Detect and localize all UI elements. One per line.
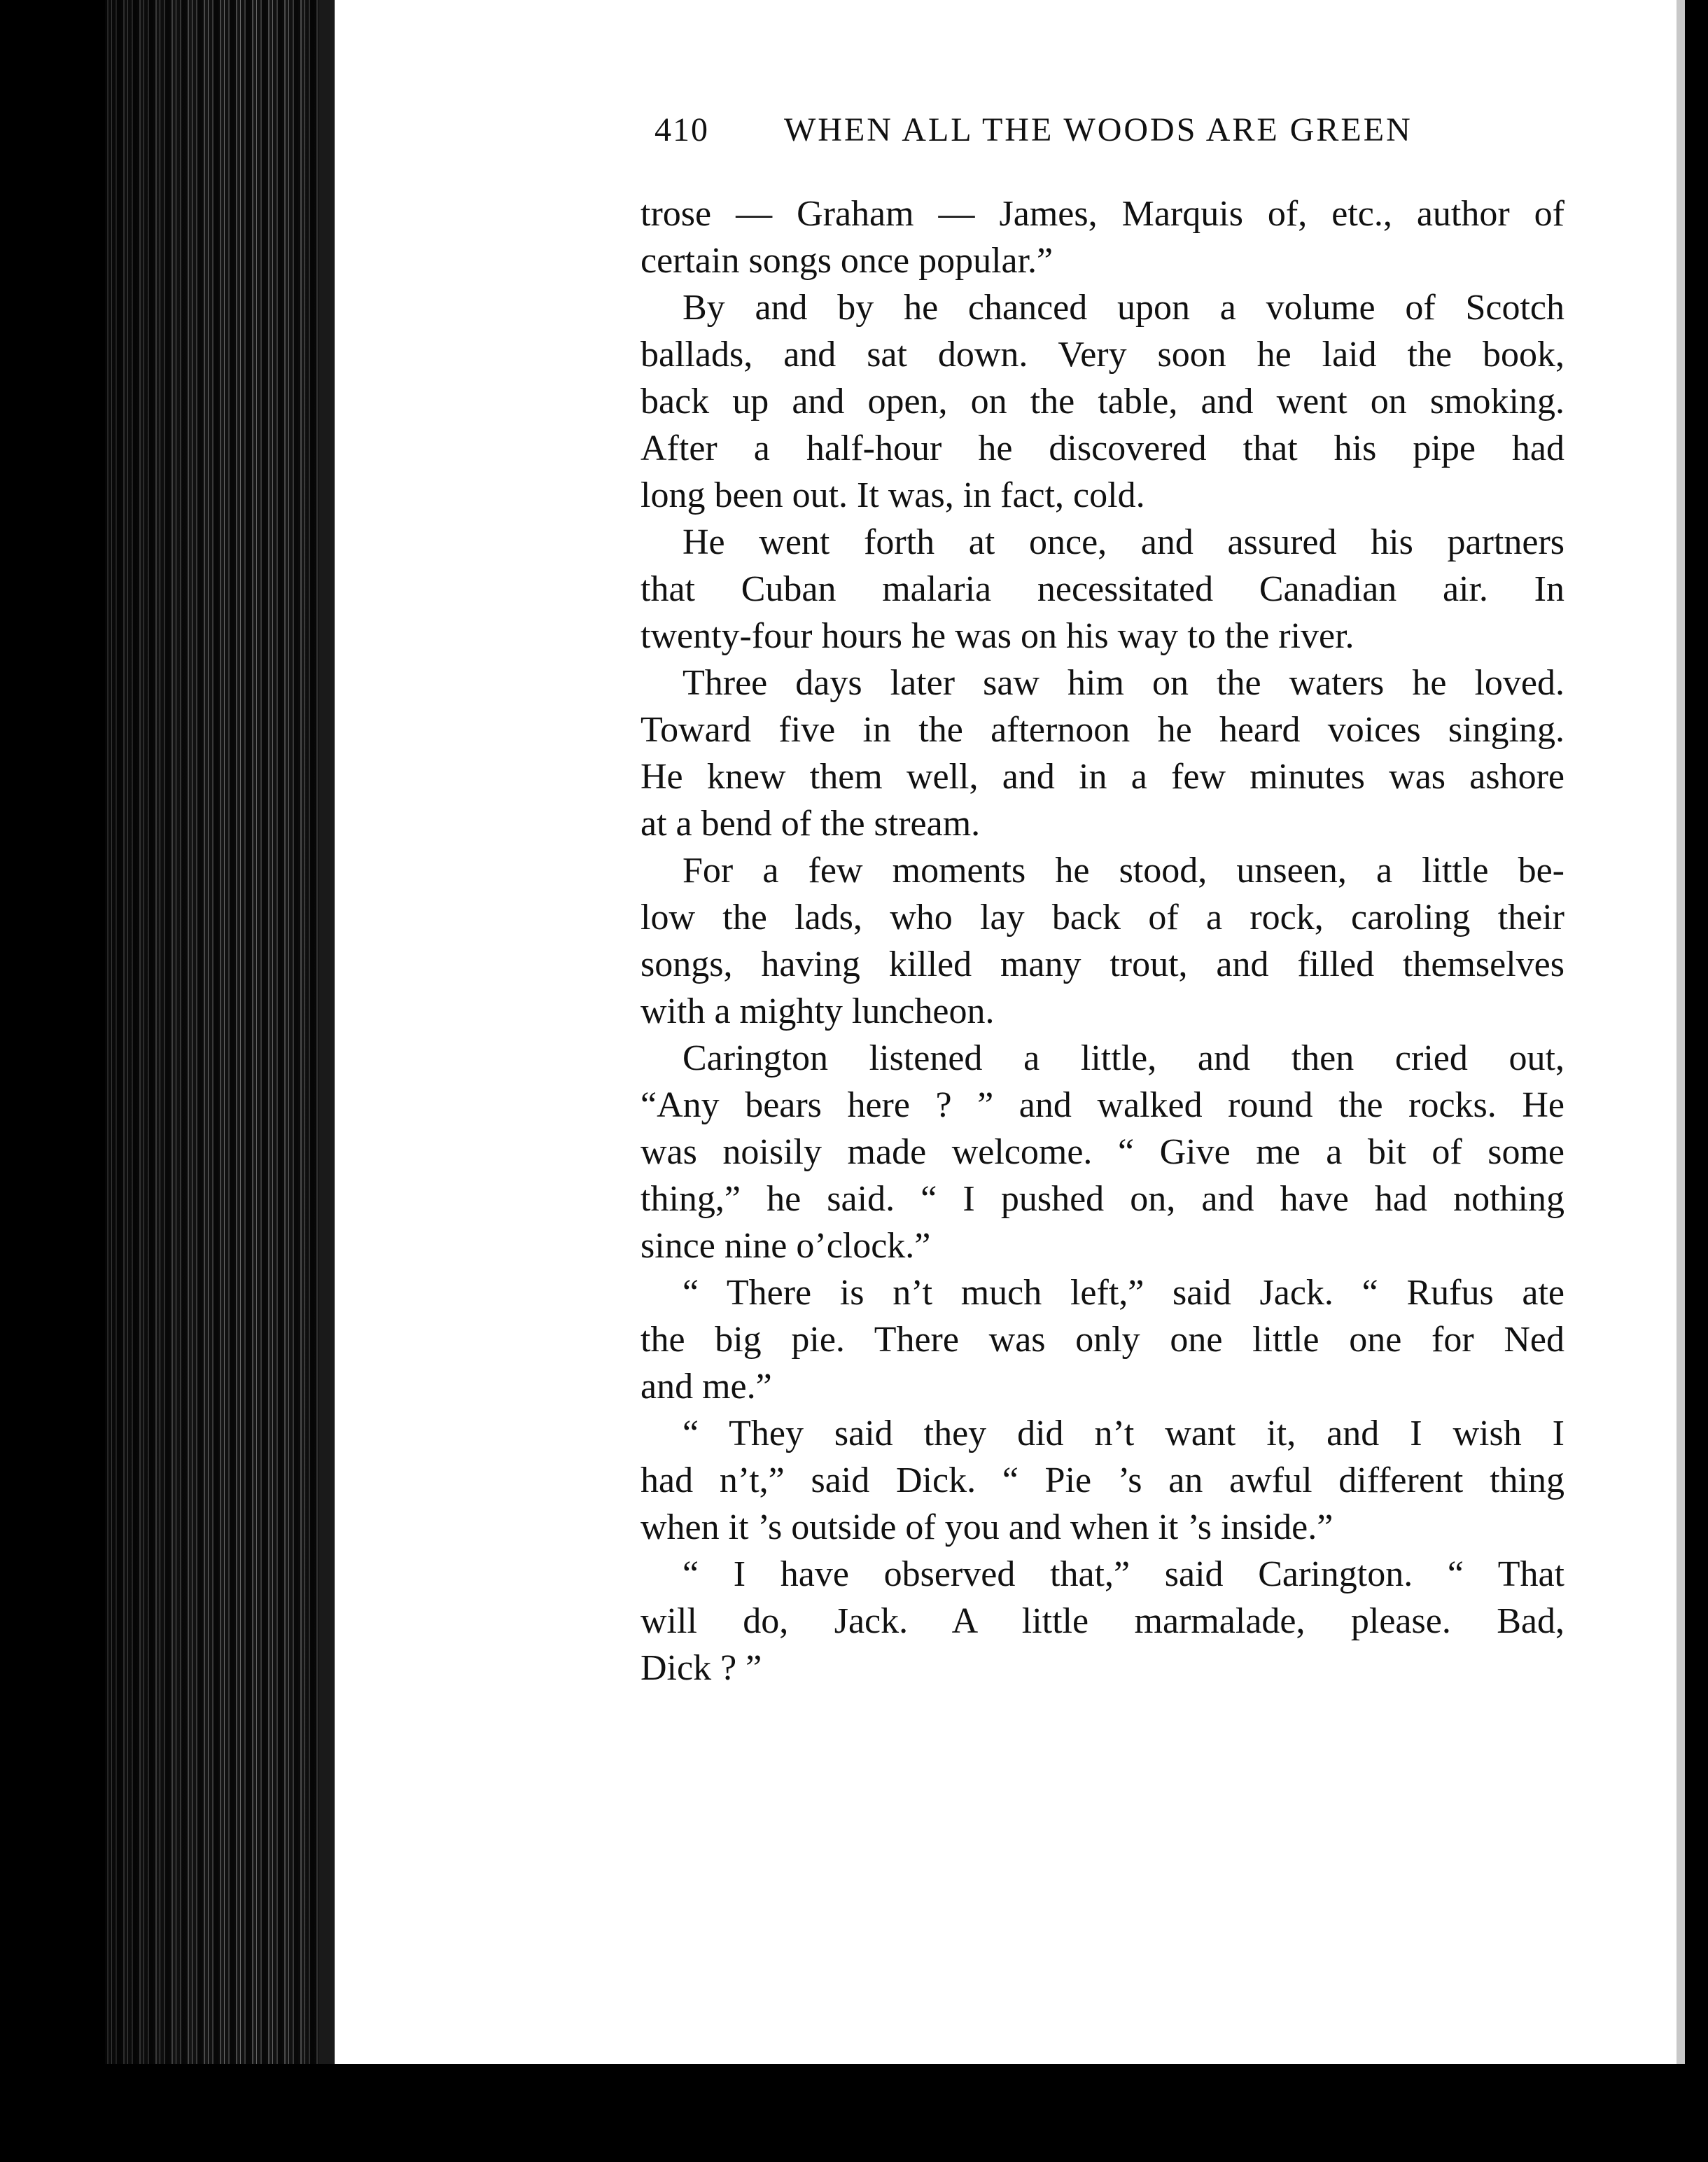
text-line: By and by he chanced upon a volume of Scotch [682, 288, 1564, 328]
text-line: when it ’s outside of you and when it ’s inside.” [640, 1507, 1334, 1547]
binding-edge [318, 0, 332, 2065]
paragraph [640, 284, 1564, 519]
text-line: had n’t,” said Dick. “ Pie ’s an awful different thing [640, 1460, 1564, 1500]
body-text [640, 190, 1564, 1692]
text-line: will do, Jack. A little marmalade, please. Bad, [640, 1601, 1564, 1641]
running-title: WHEN ALL THE WOODS ARE GREEN [784, 111, 1413, 148]
paragraph [640, 1410, 1564, 1551]
paragraph [640, 519, 1564, 660]
text-line: Three days later saw him on the waters he loved. [682, 663, 1564, 703]
paragraph [640, 660, 1564, 847]
text-line: ballads, and sat down. Very soon he laid the book, [640, 335, 1564, 375]
running-header [654, 105, 1438, 161]
page-right-shadow [1676, 0, 1685, 2064]
page-number: 410 [654, 111, 709, 148]
text-line: trose — Graham — James, Marquis of, etc., author of [640, 194, 1564, 234]
text-line: since nine o’clock.” [640, 1226, 931, 1266]
text-line: “Any bears here ? ” and walked round the rocks. He [640, 1085, 1564, 1125]
text-line: that Cuban malaria necessitated Canadian air. In [640, 569, 1564, 609]
text-line: “ There is n’t much left,” said Jack. “ Rufus ate [682, 1273, 1564, 1313]
text-line: and me.” [640, 1367, 772, 1407]
text-line: Toward five in the afternoon he heard voices singing. [640, 710, 1564, 750]
text-line: Carington listened a little, and then cried out, [682, 1038, 1564, 1078]
text-line: He went forth at once, and assured his partners [682, 522, 1564, 562]
text-line: was noisily made welcome. “ Give me a bit of some [640, 1132, 1564, 1172]
paragraph [640, 190, 1564, 284]
text-line: thing,” he said. “ I pushed on, and have had nothing [640, 1179, 1564, 1219]
paragraph [640, 1551, 1564, 1692]
text-line: certain songs once popular.” [640, 241, 1054, 281]
scan-right-border [1685, 0, 1708, 2162]
text-line: “ They said they did n’t want it, and I wish I [682, 1414, 1564, 1453]
text-line: twenty-four hours he was on his way to the river. [640, 616, 1354, 656]
paragraph [640, 847, 1564, 1035]
text-line: For a few moments he stood, unseen, a little be- [682, 851, 1564, 891]
text-line: “ I have observed that,” said Carington. “ That [682, 1554, 1564, 1594]
text-line: After a half-hour he discovered that his pipe had [640, 428, 1564, 468]
paragraph [640, 1269, 1564, 1410]
text-line: Dick ? ” [640, 1648, 762, 1688]
text-line: long been out. It was, in fact, cold. [640, 475, 1145, 515]
scan-bottom-border [0, 2064, 1708, 2162]
paragraph [640, 1035, 1564, 1269]
text-line: with a mighty luncheon. [640, 991, 995, 1031]
book-page-edges [105, 0, 336, 2065]
text-line: the big pie. There was only one little one for Ned [640, 1320, 1564, 1360]
text-line: low the lads, who lay back of a rock, caroling their [640, 898, 1564, 937]
text-line: He knew them well, and in a few minutes was ashore [640, 757, 1564, 797]
text-line: back up and open, on the table, and went on smoking. [640, 382, 1564, 421]
text-line: songs, having killed many trout, and filled themselves [640, 944, 1564, 984]
text-line: at a bend of the stream. [640, 804, 981, 844]
